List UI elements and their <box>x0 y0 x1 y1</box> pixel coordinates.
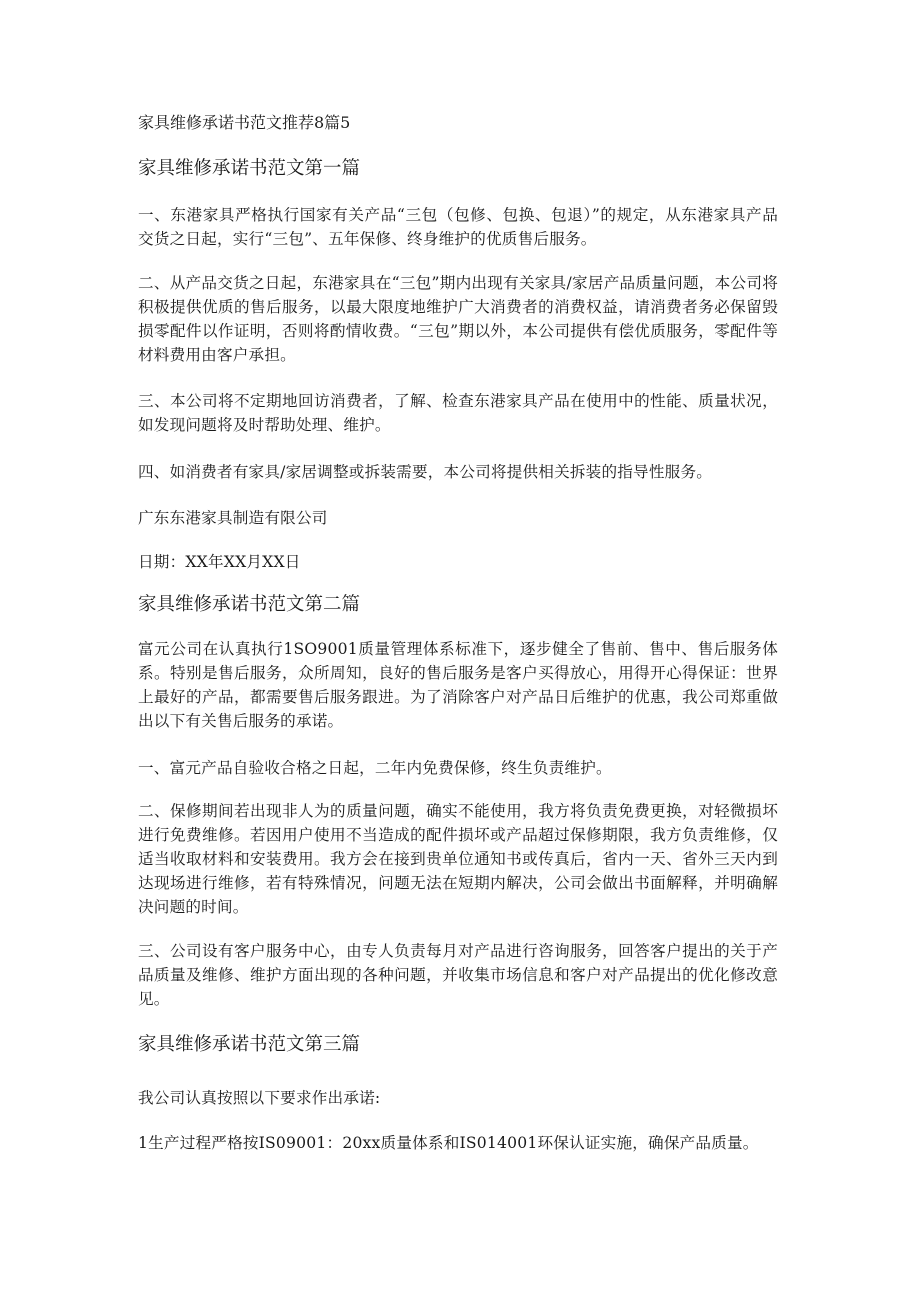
section-heading-2: 家具维修承诺书范文第二篇 <box>138 594 361 615</box>
paragraph: 四、如消费者有家具/家居调整或拆装需要，本公司将提供相关拆装的指导性服务。 <box>138 463 713 481</box>
paragraph: 一、富元产品自验收合格之日起，二年内免费保修，终生负责维护。 <box>138 759 612 777</box>
date-line: 日期：XX年XX月XX日 <box>138 553 301 571</box>
paragraph: 1生产过程严格按IS09001：20xx质量体系和IS014001环保认证实施，确保产品质量。 <box>138 1134 759 1152</box>
section-heading-1: 家具维修承诺书范文第一篇 <box>138 158 361 179</box>
paragraph: 三、公司设有客户服务中心，由专人负责每月对产品进行咨询服务，回答客户提出的关于产品质量及维修、维护方面出现的各种问题，并收集市场信息和客户对产品提出的优化修改意见。 <box>138 942 778 1008</box>
paragraph: 三、本公司将不定期地回访消费者，了解、检查东港家具产品在使用中的性能、质量状况，如发现问题将及时帮助处理、维护。 <box>138 392 778 434</box>
document-title: 家具维修承诺书范文推荐8篇5 <box>138 113 351 132</box>
section-heading-3: 家具维修承诺书范文第三篇 <box>138 1034 361 1055</box>
paragraph: 我公司认真按照以下要求作出承诺: <box>138 1089 381 1107</box>
paragraph: 一、东港家具严格执行国家有关产品“三包（包修、包换、包退）”的规定，从东港家具产品交货之日起，实行“三包”、五年保修、终身维护的优质售后服务。 <box>138 206 778 248</box>
paragraph: 二、从产品交货之日起，东港家具在“三包”期内出现有关家具/家居产品质量问题，本公司将积极提供优质的售后服务，以最大限度地维护广大消费者的消费权益，请消费者务必保留毁损零配件以作证明，否则将酌情收费。“三包”期以外，本公司提供有偿优质服务，零配件等材料费用由客户承担。 <box>138 274 778 364</box>
company-signature: 广东东港家具制造有限公司 <box>138 509 328 527</box>
paragraph: 二、保修期间若出现非人为的质量问题，确实不能使用，我方将负责免费更换，对轻微损坏进行免费维修。若因用户使用不当造成的配件损坏或产品超过保修期限，我方负责维修，仅适当收取材料和安装费用。我方会在接到贵单位通知书或传真后，省内一天、省外三天内到达现场进行维修，若有特殊情况，问题无法在短期内解决，公司会做出书面解释，并明确解决问题的时间。 <box>138 802 778 916</box>
paragraph: 富元公司在认真执行1SO9001质量管理体系标准下，逐步健全了售前、售中、售后服务体系。特别是售后服务，众所周知，良好的售后服务是客户买得放心，用得开心得保证：世界上最好的产品，都需要售后服务跟进。为了消除客户对产品日后维护的优惠，我公司郑重做出以下有关售后服务的承诺。 <box>138 640 778 730</box>
